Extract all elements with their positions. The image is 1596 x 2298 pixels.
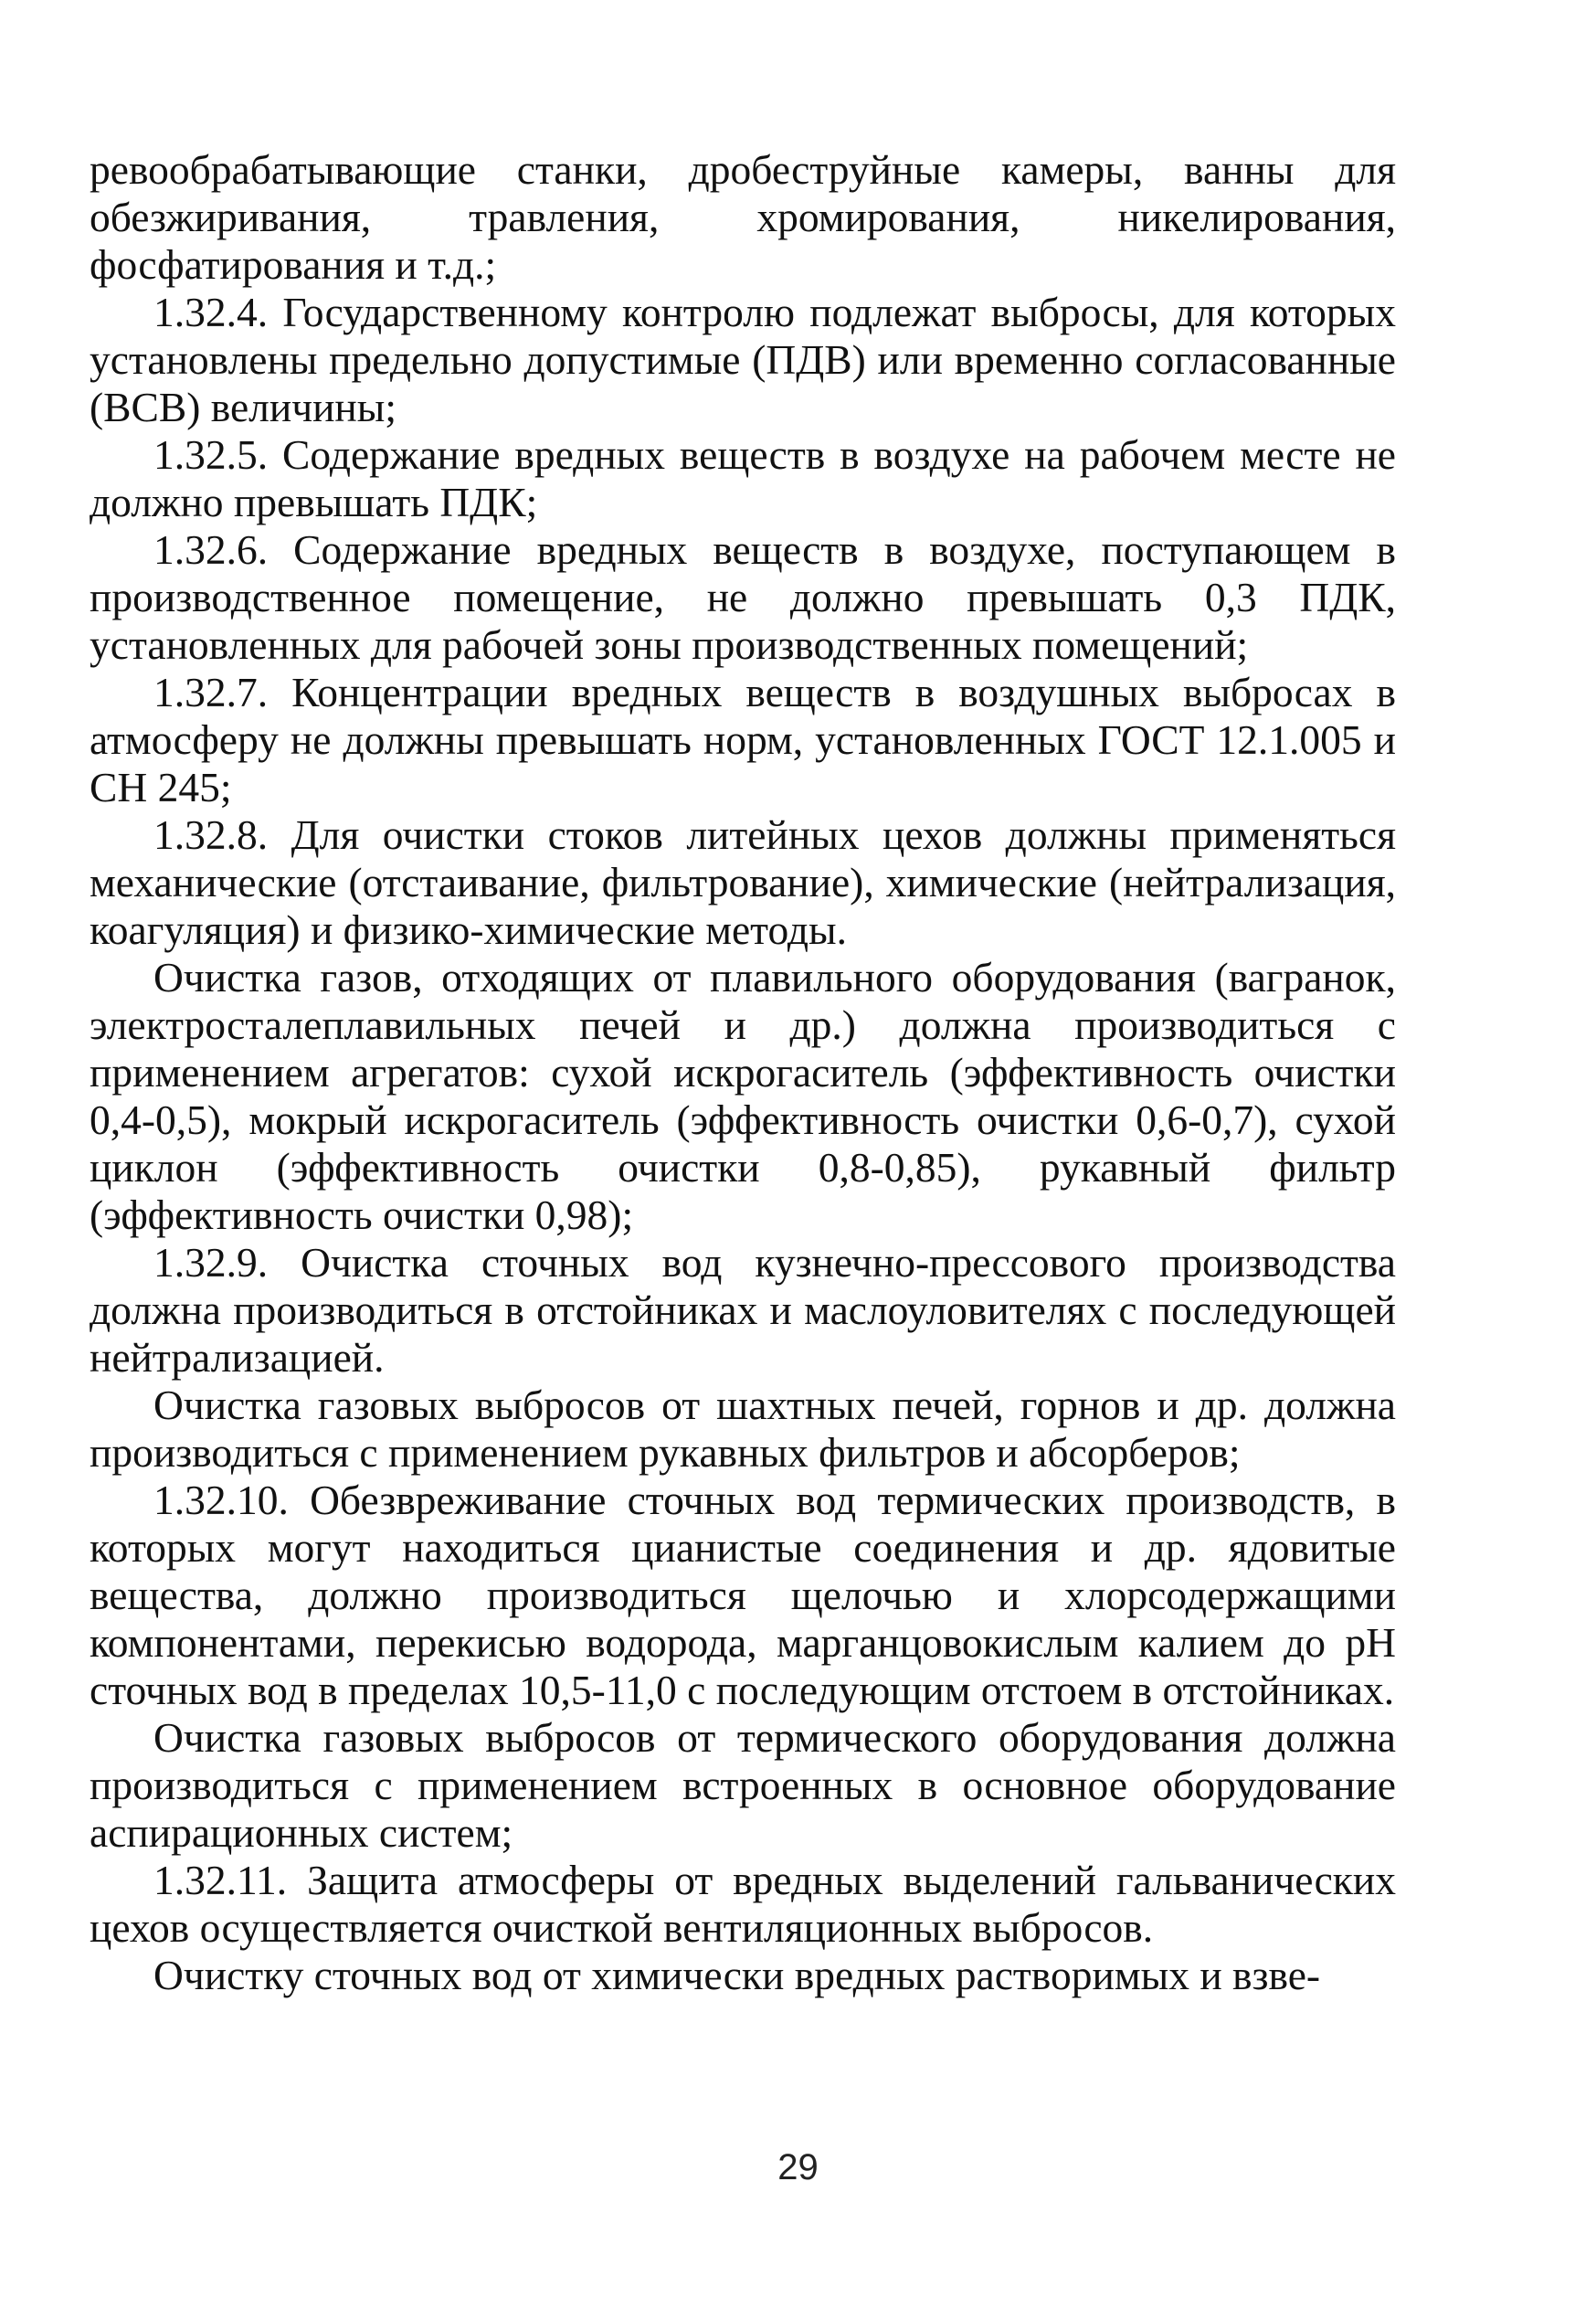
- paragraph-1-32-6: 1.32.6. Содержание вредных веществ в воздухе, поступающем в производственное помещение, не должно превышать 0,3 ПДК, установленных для рабочей зоны производственных помещений;: [90, 526, 1396, 668]
- paragraph-1-32-7: 1.32.7. Концентрации вредных веществ в воздушных выбросах в атмосферу не должны превышать норм, установленных ГОСТ 12.1.005 и СН 245;: [90, 669, 1396, 810]
- paragraph-1-32-11: 1.32.11. Защита атмосферы от вредных выделений гальванических цехов осуществляется очисткой вентиляционных выбросов.: [90, 1857, 1396, 1951]
- paragraph-1-32-4: 1.32.4. Государственному контролю подлежат выбросы, для которых установлены предельно допустимые (ПДВ) или временно согласованные (ВСВ) величины;: [90, 289, 1396, 430]
- paragraph-gas-cleaning-melting: Очистка газов, отходящих от плавильного оборудования (вагранок, электросталеплавильных печей и др.) должна производиться с применением агрегатов: сухой искрогаситель (эффективность очистки 0,4-0,5), мокрый искрогаситель (эффективность очистки 0,6-0,7), сухой циклон (эффективность очистки 0,8-0,85), рукавный фильтр (эффективность очистки 0,98);: [90, 954, 1396, 1238]
- paragraph-1-32-9: 1.32.9. Очистка сточных вод кузнечно-прессового производства должна производиться в отстойниках и маслоуловителях с последующей нейтрализацией.: [90, 1239, 1396, 1381]
- paragraph-1-32-8: 1.32.8. Для очистки стоков литейных цехов должны применяться механические (отстаивание, фильтрование), химические (нейтрализация, коагуляция) и физико-химические методы.: [90, 811, 1396, 953]
- paragraph-continuation: ревообрабатывающие станки, дробеструйные камеры, ванны для обезжиривания, травления, хромирования, никелирования, фосфатирования и т.д.;: [90, 146, 1396, 288]
- paragraph-gas-cleaning-shaft-furnaces: Очистка газовых выбросов от шахтных печей, горнов и др. должна производиться с применением рукавных фильтров и абсорберов;: [90, 1382, 1396, 1476]
- paragraph-wastewater-cleaning: Очистку сточных вод от химически вредных растворимых и взве-: [153, 1952, 1321, 1998]
- paragraph-1-32-10: 1.32.10. Обезвреживание сточных вод термических производств, в которых могут находиться цианистые соединения и др. ядовитые вещества, должно производиться щелочью и хлорсодержащими компонентами, перекисью водорода, марганцовокислым калием до pH сточных вод в пределах 10,5-11,0 с последующим отстоем в отстойниках.: [90, 1477, 1396, 1713]
- document-body: [90, 146, 1396, 1999]
- paragraph-gas-cleaning-thermal: Очистка газовых выбросов от термического оборудования должна производиться с применением встроенных в основное оборудование аспирационных систем;: [90, 1714, 1396, 1856]
- paragraph-1-32-5: 1.32.5. Содержание вредных веществ в воздухе на рабочем месте не должно превышать ПДК;: [90, 431, 1396, 525]
- page-number: 29: [777, 2147, 819, 2187]
